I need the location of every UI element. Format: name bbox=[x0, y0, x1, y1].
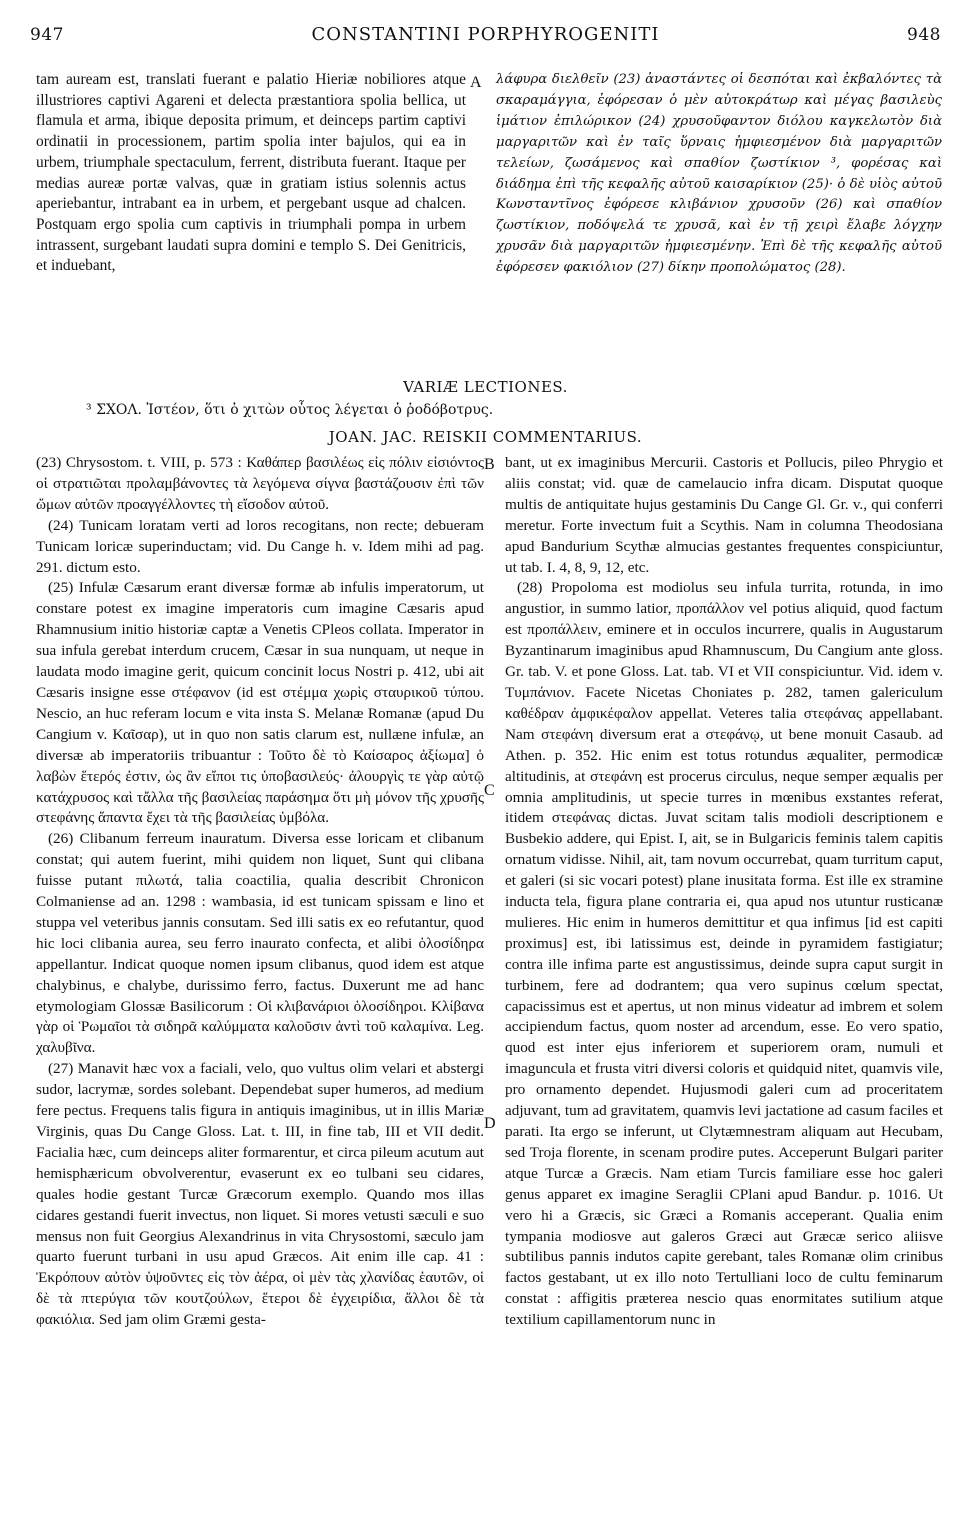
greek-text: λάφυρα διελθεῖν (23) ἀναστάντες οἱ δεσπόται καὶ ἐκβαλόντες τὰ σκαραμάγγια, ἐφόρεσαν ὁ μὲν αὐτοκράτωρ καὶ μέγας βασιλεὺς ἱμάτιον ἐπιλώρικον (24) χρυσοῦφαντον διόλου καγκελωτὸν διὰ μαργαριτῶν καὶ ἐν ταῖς ὕρναις ἠμφιεσμένον διὰ μαργαριτῶν τελείων, ζωσάμενος καὶ σπαθίον ζωστίκιον ³, φορέσας καὶ διάδημα ἐπὶ τῆς κεφαλῆς αὐτοῦ καισαρίκιον (25)· ὁ δὲ υἱὸς αὐτοῦ Κωνσταντῖνος ἐφόρεσε κλιβάνιον χρυσοῦν (26) καὶ σπαθίον ζωστίκιον, ποδόψελά τε χρυσᾶ, καὶ ἐν τῇ χειρὶ ἔλαβε λόγχην χρυσᾶν διὰ μαργαριτῶν ἠμφιεσμένην. Ἐπὶ δὲ τῆς κεφαλῆς αὐτοῦ ἐφόρεσεν φακιόλιον (27) δίκην προπολώματος (28). bbox=[496, 72, 942, 276]
commentary-note-27: (27) Manavit hæc vox a faciali, velo, quo vultus olim velari et abstergi sudor, lacrymæ, sordes solebant. Dependebat super humeros, ad medium fere pectus. Frequens talis figura in antiquis imaginibus, ut in illis Mariæ Virginis, quas Du Cange Gloss. Lat. t. III, in fine tab, III et VII dedit. Facialia hæc, cum deinceps aliter formarentur, et circa pileum acutum aut hemisphæricum obvolverentur, evaserunt ex eo tulbani seu cidares, quales hodie gestant Turcæ Græcorum exemplo. Quando mos illas cidares gestandi fuerit invectus, non liquet. Si mores vetusti sæculi e suo mensus non fuit Georgius Alexandrinus in vita Chrysostomi, sæculo jam quarto fuerunt turbani in usu apud Græcos. Ait enim ille cap. 41 : Ἐκρόπουν αὐτὸν ὑψοῦντες εἰς τὸν ἀέρα, οἱ μὲν τὰς χλανίδας ἑαυτῶν, οἱ δὲ τὰ πτερύγια τῶν κουτζούλων, ἕτεροι δὲ ἐγχειρίδια, ἄλλοι δὲ τὰ φακιόλια. Sed jam olim Græmi gesta- bbox=[36, 1060, 484, 1329]
section-letter-a: A bbox=[470, 74, 482, 91]
variae-lectiones-note: ³ ΣΧΟΛ. Ἰστέον, ὅτι ὁ χιτὼν οὗτος λέγεται ὁ ῥοδόβοτρυς. bbox=[86, 402, 494, 418]
left-page-number: 947 bbox=[30, 25, 64, 45]
latin-translation-column bbox=[36, 70, 466, 277]
commentary-note-23: (23) Chrysostom. t. VIII, p. 573 : Καθάπερ βασιλέως εἰς πόλιν εἰσιόντος οἱ στρατιῶται προλαμβάνοντες τὰ λεγόμενα σίγνα βαστάζουσιν ἐπὶ τῶν ὤμων αὐτῶν προαγγέλλοντες τὴ εἴσοδον αὐτοῦ. bbox=[36, 454, 484, 513]
running-title: CONSTANTINI PORPHYROGENITI bbox=[311, 24, 660, 45]
latin-text: tam auream est, translati fuerant e palatio Hieriæ nobiliores atque illustriores captivi Agareni et delecta præstantiora spolia bellica, ut flamula et arma, ibique deposita primum, et deinceps partim captivi ordinatii in processionem, partim spolia inter bajulos, qui ea in urbem, triumphale spectaculum, ferrent, distributa fuerant. Itaque per medias aureæ portæ valvas, quæ in gratiam istius solennis actus aperiebantur, intrabant ea in urbem, et pergebant usque ad chalcen. Postquam ergo spolia cum captivis in triumphali pompa in urbem intrassent, surgebant laudati supra domini e templo S. Dei Genitricis, et induebant, bbox=[36, 71, 466, 275]
commentary-note-24: (24) Tunicam loratam verti ad loros recogitans, non recte; debueram Tunicam loricæ superinductam; vid. Du Cange h. v. Idem mihi ad pag. 291. dictum esto. bbox=[36, 516, 484, 576]
commentary-heading: JOAN. JAC. REISKII COMMENTARIUS. bbox=[328, 428, 643, 446]
section-letter-b: B bbox=[484, 456, 495, 473]
greek-text-column bbox=[496, 70, 942, 279]
commentary-left-column bbox=[36, 453, 484, 1331]
commentary-note-25: (25) Infulæ Cæsarum erant diversæ formæ ab infulis imperatorum, ut constare potest ex imagine imperatoris cum imagine Cæsaris apud Rhamnusium initio historiæ captæ a Venetis CPleos collata. Imperator in sua infula gerebat interdum crucem, Cæsar in sua nunquam, ut neque in laudata modo imagine gerit, quicum concinit locus Nostri p. 412, ubi ait Cæsaris insigne esse στέφανον (id est στέμμα χωρὶς σταυρικοῦ τύπου. Nescio, an huc referam locum e vita insta S. Melanæ Romanæ (apud Du Cangium v. Καῖσαρ), ut in quo non satis clarum est, nullæne infulæ, an diversæ ab imperatoriis tribuantur : Τοῦτο δὲ τὸ Καίσαρος ἀξίωμα] ὁ λαβὼν ἕτερός ἐστιν, ὡς ἂν εἴποι τις ὑποβασιλεύς· ἀλουργὶς τε γὰρ αὐτῷ κατάχρυσος καὶ τἄλλα τῆς βασιλείας παράσημα ὅτι μὴ μόνον τῆς χρυσῆς στεφάνης ἅπαντα ἔχει τὰ τῆς βασιλείας ὑμβόλα. bbox=[36, 579, 484, 827]
commentary-note-26: (26) Clibanum ferreum inauratum. Diversa esse loricam et clibanum constat; qui autem fuerint, mihi quidem non liquet, Sunt qui clibana fuisse putant πιλωτά, talia coactilia, qualia describit Chronicon Colmaniense ad an. 1298 : wambasia, id est tunicam spissam e lino et stuppa vel veteribus jannis consutam. Sed illi satis ex eo refutantur, quod hic loci clibania aurea, seu ferro inaurato confecta, et alibi ὁλοσίδηρα appellantur. Indicat quoque nomen ipsum clibanus, quod idem est atque chalybinus, e chalybe, durissimo ferro, factus. Duxerunt me ad hanc etymologiam Glossæ Basilicorum : Οἱ κλιβανάριοι ὁλοσίδηροι. Κλίβανα γὰρ οἱ Ῥωμαῖοι τὰ σιδηρᾶ καλύμματα καλοῦσιν ἀντὶ τοῦ καλαμίνα. Leg. χαλυβῖνα. bbox=[36, 830, 484, 1057]
commentary-continuation: bant, ut ex imaginibus Mercurii. Castoris et Pollucis, pileo Phrygio et aliis constat; vid. quæ de camelaucio infra dicam. Disputat quoque multis de antiquitate hujus gestaminis Du Cange Gl. Gr. v., qui conferri meretur. Forte invectum fuit a Scythis. Nam in columna Theodosiana apud Bandurium Scythæ almucias gestantes frequentes conspiciuntur, ut tab. I. 4, 8, 9, 12, etc. bbox=[505, 454, 943, 576]
commentary-right-column bbox=[505, 453, 943, 1331]
variae-lectiones-heading: VARIÆ LECTIONES. bbox=[403, 378, 568, 396]
section-letter-d: D bbox=[484, 1115, 496, 1132]
section-letter-c: C bbox=[484, 782, 495, 799]
page-header bbox=[30, 24, 941, 45]
commentary-note-28: (28) Propoloma est modiolus seu infula turrita, rotunda, in imo angustior, in summo latior, προπάλλον vel potius aliquid, quod factum est προπάλλειν, eminere et in occulos incurrere, qualis in Augustarum Byzantinarum imaginibus apud Rhamnuscum, Du Cangium ante gloss. Gr. tab. V. et pone Gloss. Lat. tab. VI et VII conspiciuntur. Vid. idem v. Τυμπάνιον. Facete Nicetas Choniates p. 282, tamen galericulum καθέδραν ἀμφικέφαλον appellat. Veteres talia στεφάνας appellabant. Nam στεφάνη diversum erat a στεφάνῳ, ut bene monuit Casaub. ad Athen. p. 352. Hic enim est totus rotundus æqualiter, permodicæ altitudinis, at στεφάνη est procerus circulus, neque semper æqualis per omnia amplitudinis, ut specie turres in mœnibus exstantes referat, itidem στεφάνας dictas. Juvat scitam talis modioli descriptionem e Busbekio addere, qui Epist. I, ait, se in Bulgaricis feminis talem capitis ornatum vidisse. Nihil, ait, tam novum occurrebat, quam turritum caput, et galeri (si sic vocari potest) plane inusitata forma. Est ille ex stramine inducta tela, figura plane contraria ei, qua apud nos utuntur rusticanæ mulieres. Hic enim in humeros demittitur et qua infimus [id est capiti proximus] est, ibi latissimus est, deinde in pyramidem fastigiatur; contra ille infima parte est angustissimus, deinde supra caput surgit in turbinem, fere ad dodrantem; qua vero supinus cœlum spectat, capacissimus est et apertus, ut non minus videatur ad imbrem et solem accipiendum factus, quom noster ad arcendum, esse. Eo vero spatio, quod est inter ejus inferiorem et superiorem oram, numuli et imaguncula et frusta vitri diversi coloris et quidquid nitet, quamvis vile, pro ornamento dependet. Hujusmodi galeri cum ad proceritatem adjuvant, tum ad gravitatem, quamvis levi jactatione ad casum faciles et parati. Ita ergo se inferunt, ut Clytæmnestram aliquam aut Hecubam, sed Troja florente, in scenam prodire putes. Acceperunt Bulgari pariter atque Turcæ a Græcis. Nam etiam Turcis familiare esse hoc galeri genus apparet ex imagine Seraglii CPlani apud Bandur. p. 1016. Ut vero hi a Græcis, sic Græci a Romanis acceperant. Qualia enim tympania modiosve aut galeros Græci aut Græcæ serico aliisve subtilibus pannis indutos capite gerebant, tales Romanæ olim crinibus factos gestabant, ut ex illo noto Tertulliani loco de cultu feminarum constat : affigitis præterea nescio quas enormitates sutilium atque textilium capillamentorum nunc in bbox=[505, 579, 943, 1329]
right-page-number: 948 bbox=[907, 25, 941, 45]
